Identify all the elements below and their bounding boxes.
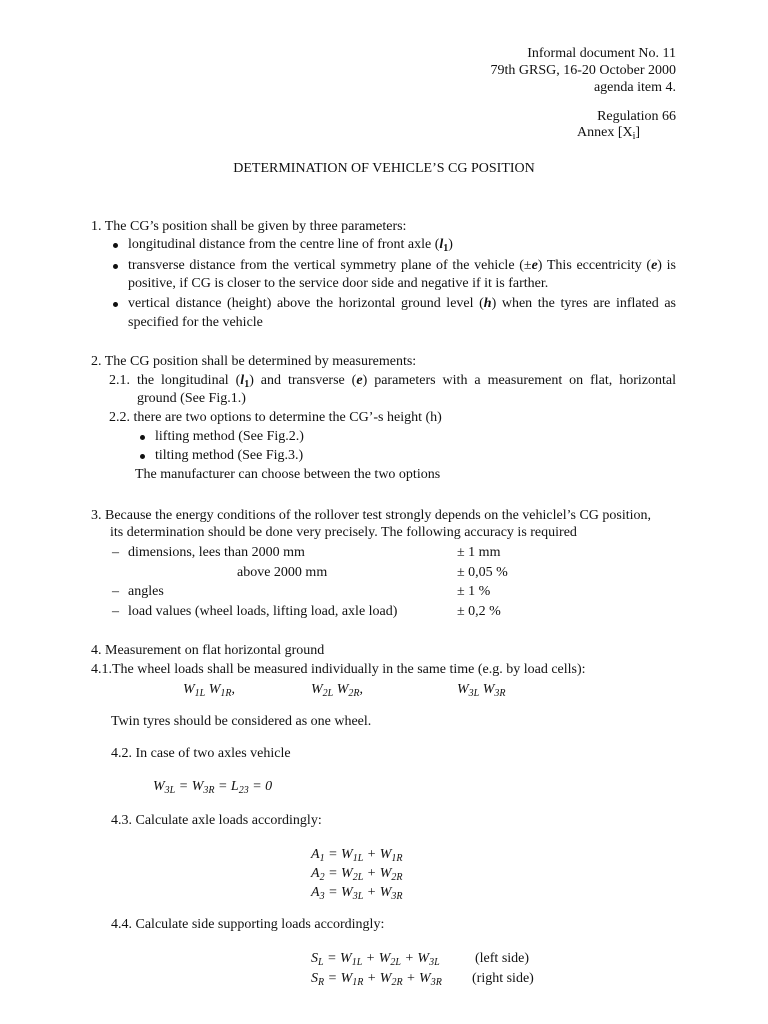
- s3-row1-label: dimensions, lees than 2000 mm: [128, 545, 305, 560]
- bullet-icon: [113, 302, 118, 307]
- s2-choice: The manufacturer can choose between the two options: [135, 467, 441, 482]
- s2-p21-line2: ground (See Fig.1.): [137, 391, 246, 406]
- side-eq-right: $S_R = W_{1R} + W_{2R} + W_{3R}$: [311, 971, 442, 988]
- s2-bullet-lifting: lifting method (See Fig.2.): [155, 429, 304, 444]
- bullet-icon: [140, 454, 145, 459]
- s3-row1-dash: –: [112, 545, 119, 560]
- s3-line2: its determination should be done very precisely. The following accuracy is required: [110, 525, 577, 540]
- s3-row1-value: ± 1 mm: [457, 545, 501, 560]
- agenda-item: agenda item 4.: [593, 80, 676, 95]
- s2-p21-line1: 2.1. the longitudinal $(l_1)$ and transverse (e) parameters with a measurement on flat, horizontal: [109, 373, 676, 390]
- side-eq-left-note: (left side): [475, 951, 530, 966]
- doc-id: Informal document No. 11: [527, 46, 676, 61]
- meeting-info: 79th GRSG, 16-20 October 2000: [490, 63, 676, 78]
- s4-p42: 4.2. In case of two axles vehicle: [111, 746, 291, 761]
- wheel-loads-axle2: $W_{2L}$ $W_{2R}$,: [311, 682, 364, 699]
- axle-eq-3: $A_3 = W_{3L} + W_{3R}$: [311, 885, 403, 902]
- s4-p41: 4.1.The wheel loads shall be measured individually in the same time (e.g. by load cells):: [91, 662, 586, 677]
- s1-bullet-vertical-line1: vertical distance (height) above the horizontal ground level (h) when the tyres are inflated as: [128, 296, 676, 311]
- annex-ref: Annex $[X_i]$: [577, 125, 641, 142]
- s3-row3-label: angles: [128, 584, 164, 599]
- s1-bullet-transverse-line2: positive, if CG is closer to the service door side and negative if it is farther.: [128, 276, 549, 291]
- s1-intro: 1. The CG’s position shall be given by three parameters:: [91, 219, 407, 234]
- s4-p43: 4.3. Calculate axle loads accordingly:: [111, 813, 322, 828]
- s1-bullet-vertical-line2: specified for the vehicle: [128, 315, 263, 330]
- bullet-icon: [140, 435, 145, 440]
- two-axle-equation: $W_{3L} = W_{3R} = L_{23} = 0$: [153, 779, 273, 796]
- document-title: DETERMINATION OF VEHICLE’S CG POSITION: [233, 161, 535, 176]
- axle-eq-1: $A_1 = W_{1L} + W_{1R}$: [311, 847, 403, 864]
- wheel-loads-axle1: $W_{1L}$ $W_{1R}$,: [183, 682, 236, 699]
- regulation-ref: Regulation 66: [597, 109, 676, 124]
- s3-row2-label: above 2000 mm: [237, 565, 328, 580]
- s3-row3-value: ± 1 %: [457, 584, 491, 599]
- s2-p22: 2.2. there are two options to determine the CG’-s height (h): [109, 410, 442, 425]
- bullet-icon: [113, 243, 118, 248]
- s3-row4-label: load values (wheel loads, lifting load, axle load): [128, 604, 398, 619]
- s3-line1: 3. Because the energy conditions of the rollover test strongly depends on the vehiclel’s CG position,: [91, 508, 652, 523]
- wheel-loads-axle3: $W_{3L}$ $W_{3R}$: [457, 682, 506, 699]
- s3-row4-dash: –: [112, 604, 119, 619]
- s1-bullet-longitudinal: longitudinal distance from the centre line of front axle $(l_1)$: [128, 237, 453, 254]
- bullet-icon: [113, 264, 118, 269]
- axle-eq-2: $A_2 = W_{2L} + W_{2R}$: [311, 866, 403, 883]
- s4-twin: Twin tyres should be considered as one wheel.: [111, 714, 372, 729]
- side-eq-right-note: (right side): [472, 971, 534, 986]
- s4-heading: 4. Measurement on flat horizontal ground: [91, 643, 325, 658]
- s2-bullet-tilting: tilting method (See Fig.3.): [155, 448, 304, 463]
- s2-intro: 2. The CG position shall be determined by measurements:: [91, 354, 417, 369]
- s3-row2-value: ± 0,05 %: [457, 565, 508, 580]
- s4-p44: 4.4. Calculate side supporting loads accordingly:: [111, 917, 385, 932]
- side-eq-left: $S_L = W_{1L} + W_{2L} + W_{3L}$: [311, 951, 440, 968]
- s3-row4-value: ± 0,2 %: [457, 604, 501, 619]
- s1-bullet-transverse-line1: transverse distance from the vertical symmetry plane of the vehicle (±e) This eccentricity (e) is: [128, 258, 676, 273]
- s3-row3-dash: –: [112, 584, 119, 599]
